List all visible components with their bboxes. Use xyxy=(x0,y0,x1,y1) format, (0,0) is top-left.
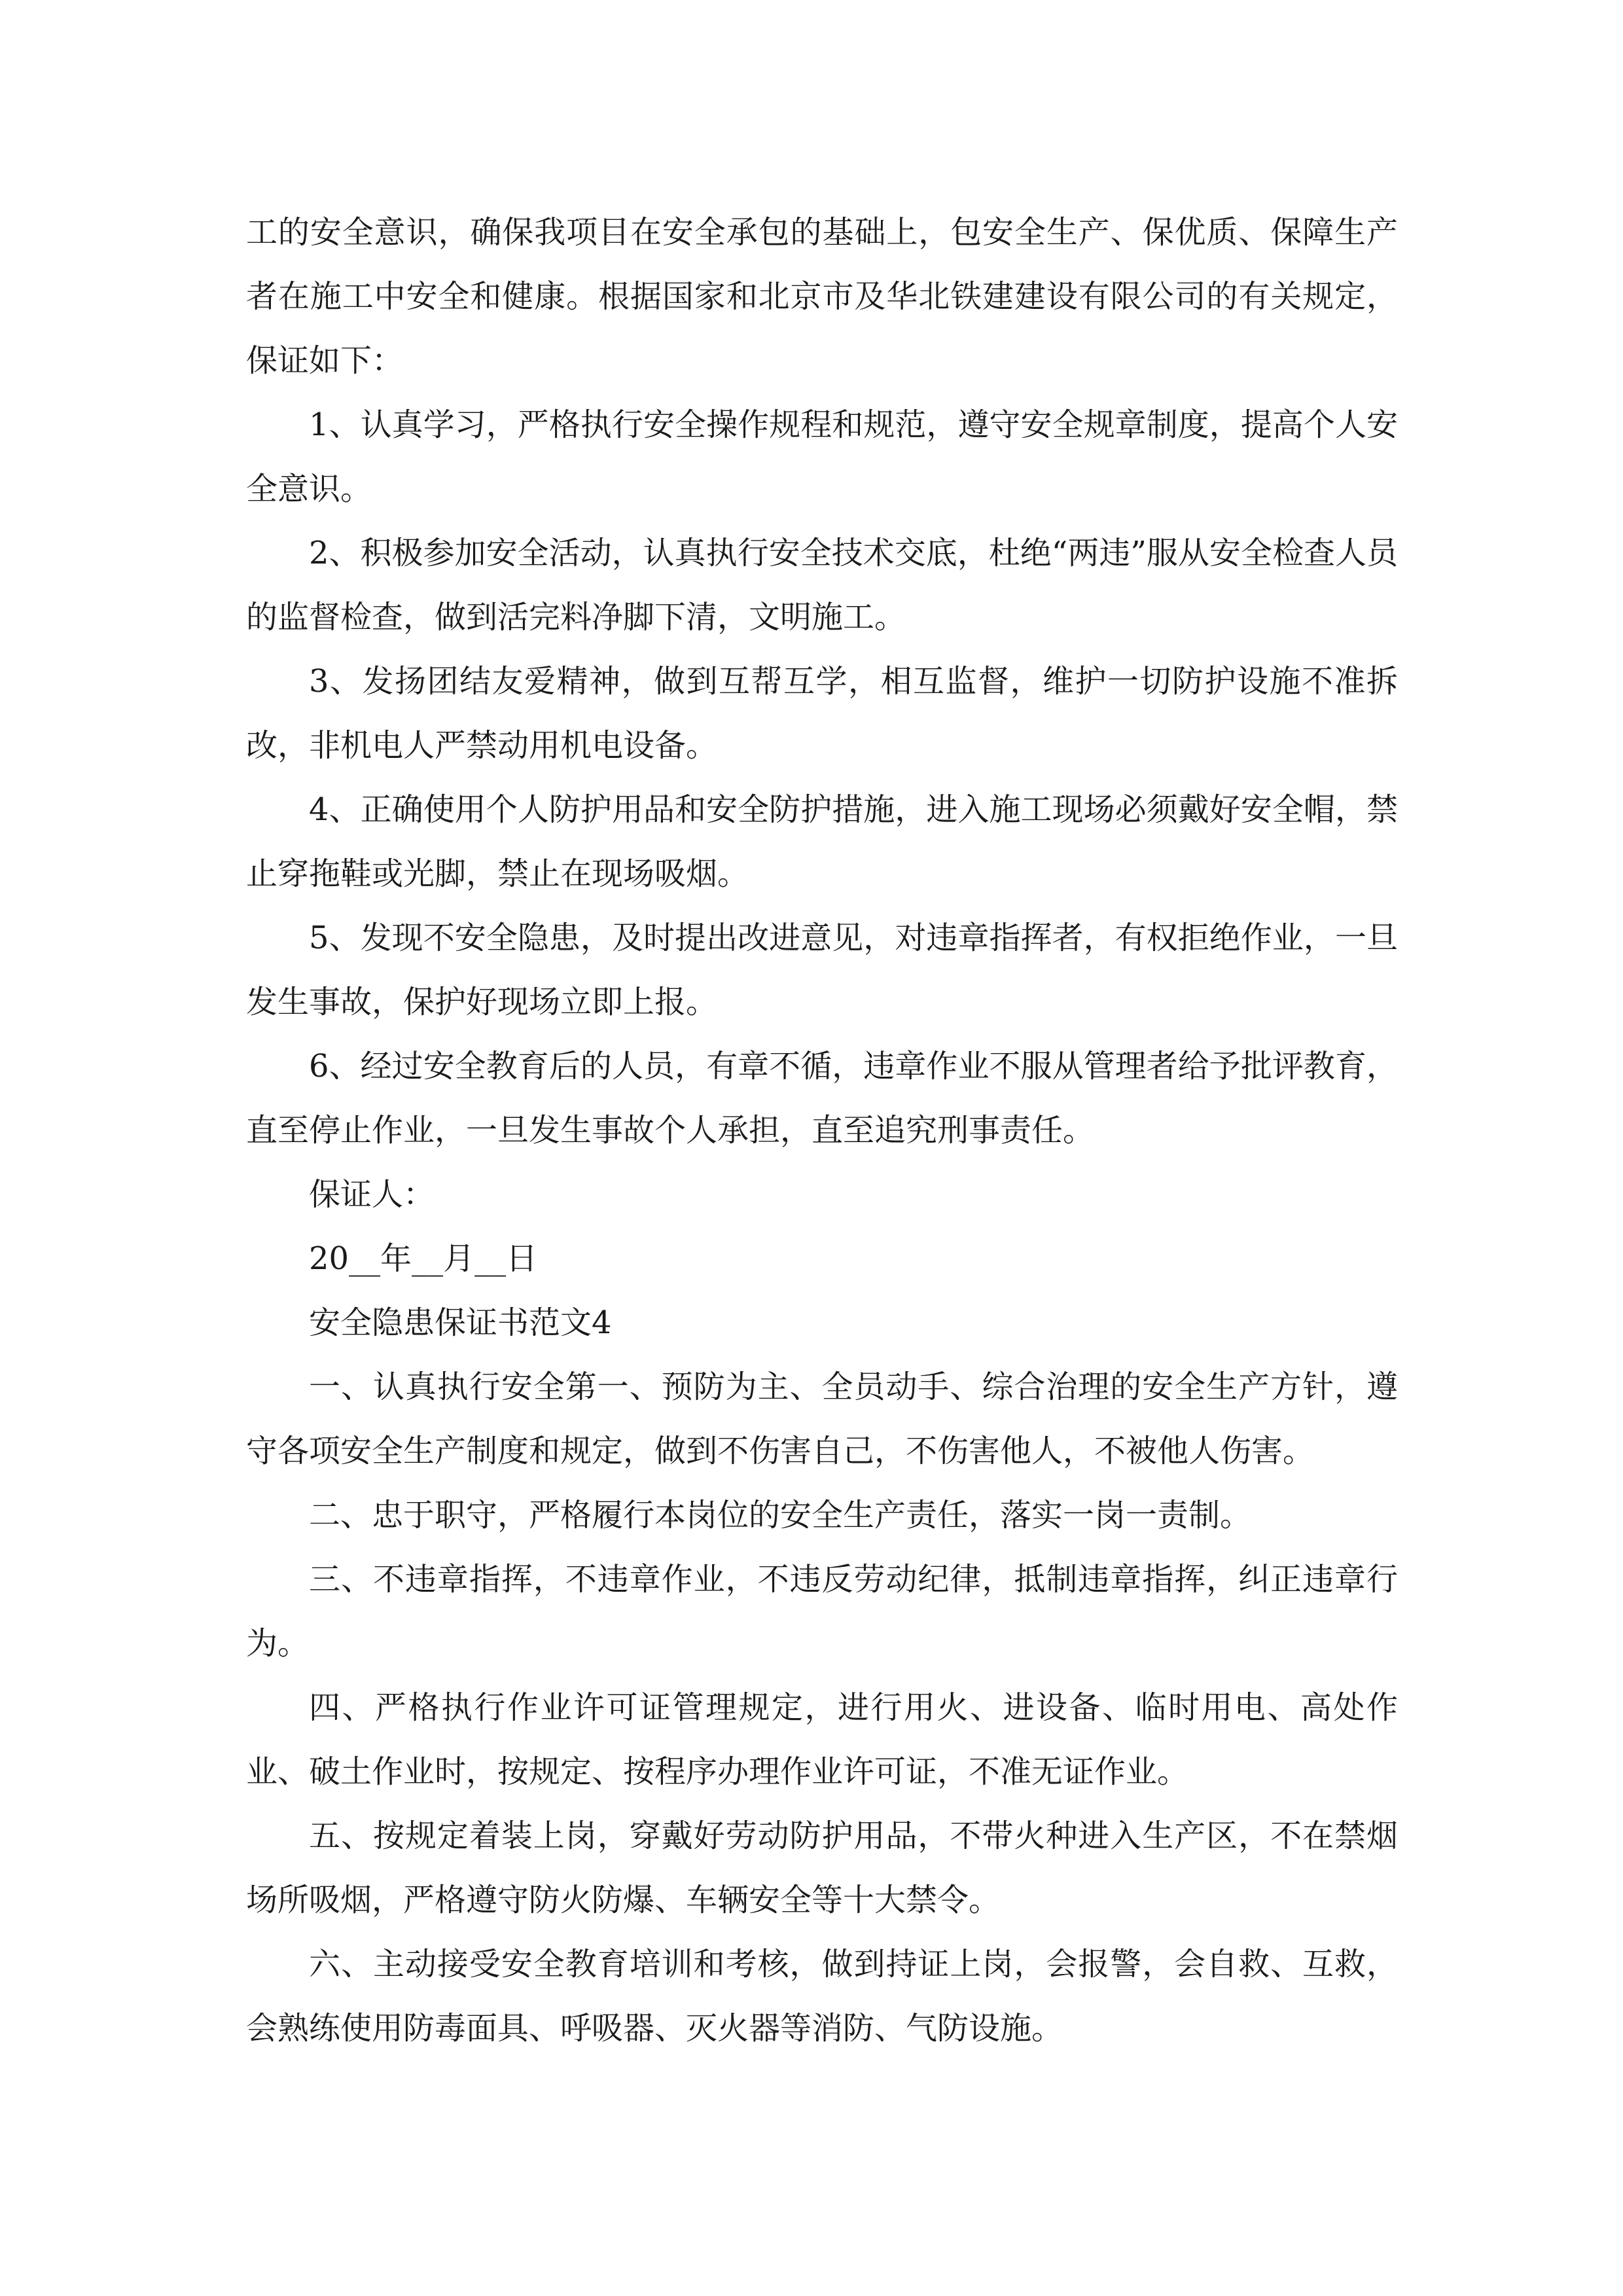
paragraph-rule-1: 一、认真执行安全第一、预防为主、全员动手、综合治理的安全生产方针，遵守各项安全生产制度和规定，做到不伤害自己，不伤害他人，不被他人伤害。 xyxy=(246,1369,1398,1469)
paragraph-item-1: 1、认真学习，严格执行安全操作规程和规范，遵守安全规章制度，提高个人安全意识。 xyxy=(246,406,1398,507)
paragraph-rule-4: 四、严格执行作业许可证管理规定，进行用火、进设备、临时用电、高处作业、破土作业时，按规定、按程序办理作业许可证，不准无证作业。 xyxy=(246,1689,1398,1790)
paragraph-rule-5: 五、按规定着装上岗，穿戴好劳动防护用品，不带火种进入生产区，不在禁烟场所吸烟，严格遵守防火防爆、车辆安全等十大禁令。 xyxy=(246,1818,1398,1918)
date-line: 20__年__月__日 xyxy=(309,1240,538,1277)
paragraph-rule-6: 六、主动接受安全教育培训和考核，做到持证上岗，会报警，会自救、互救，会熟练使用防毒面具、呼吸器、灭火器等消防、气防设施。 xyxy=(246,1946,1398,2047)
paragraph-intro: 工的安全意识，确保我项目在安全承包的基础上，包安全生产、保优质、保障生产者在施工中安全和健康。根据国家和北京市及华北铁建建设有限公司的有关规定，保证如下： xyxy=(246,214,1398,379)
paragraph-rule-3: 三、不违章指挥，不违章作业，不违反劳动纪律，抵制违章指挥，纠正违章行为。 xyxy=(246,1561,1398,1662)
paragraph-item-2: 2、积极参加安全活动，认真执行安全技术交底，杜绝“两违”服从安全检查人员的监督检查，做到活完料净脚下清，文明施工。 xyxy=(246,535,1398,636)
section-title: 安全隐患保证书范文4 xyxy=(309,1304,612,1341)
paragraph-item-6: 6、经过安全教育后的人员，有章不循，违章作业不服从管理者给予批评教育，直至停止作业，一旦发生事故个人承担，直至追究刑事责任。 xyxy=(246,1048,1398,1149)
guarantor-label: 保证人： xyxy=(309,1176,435,1213)
paragraph-item-3: 3、发扬团结友爱精神，做到互帮互学，相互监督，维护一切防护设施不准拆改，非机电人严禁动用机电设备。 xyxy=(246,663,1398,764)
paragraph-item-4: 4、正确使用个人防护用品和安全防护措施，进入施工现场必须戴好安全帽，禁止穿拖鞋或光脚，禁止在现场吸烟。 xyxy=(246,791,1398,892)
paragraph-item-5: 5、发现不安全隐患，及时提出改进意见，对违章指挥者，有权拒绝作业，一旦发生事故，保护好现场立即上报。 xyxy=(246,920,1398,1020)
paragraph-rule-2: 二、忠于职守，严格履行本岗位的安全生产责任，落实一岗一责制。 xyxy=(309,1497,1252,1534)
